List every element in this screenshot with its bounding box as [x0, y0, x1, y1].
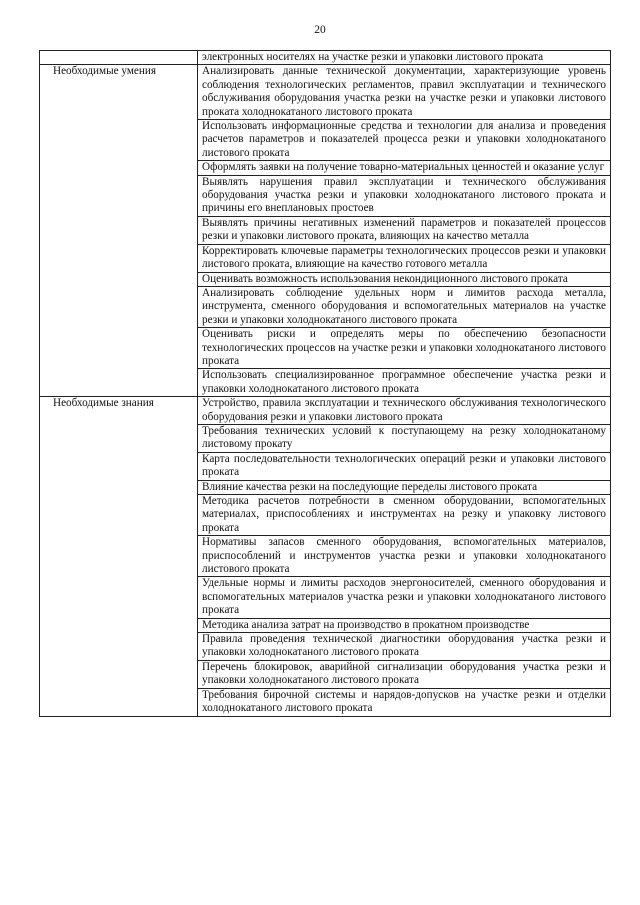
category-label: Необходимые умения: [53, 65, 156, 78]
description-cell: [198, 495, 611, 536]
description-text: Использовать информационные средства и технологии для анализа и проведения расчетов параметров и показателей процесса резки и упаковки холоднокатаного листового проката: [202, 120, 606, 159]
description-text: Требования технических условий к поступающему на резку холоднокатаному листовому прокату: [202, 424, 606, 451]
description-text: Оформлять заявки на получение товарно-материальных ценностей и оказание услуг: [202, 161, 605, 174]
description-cell: [198, 633, 611, 661]
description-text: Корректировать ключевые параметры технологических процессов резки и упаковки листового проката, влияющие на качество готового металла: [202, 244, 606, 271]
description-cell: [198, 120, 611, 161]
description-cell: [198, 328, 611, 369]
description-text: Карта последовательности технологических операций резки и упаковки листового проката: [202, 452, 606, 479]
description-cell: [198, 660, 611, 688]
description-text: Выявлять нарушения правил эксплуатации и технического обслуживания оборудования участка резки и упаковки холоднокатаного листового проката и причины его внеплановых простоев: [202, 175, 606, 215]
description-text: Нормативы запасов сменного оборудования, вспомогательных материалов, приспособлений и инструментов участка резки и упаковки холоднокатаного листового проката: [202, 536, 606, 576]
description-text: Оценивать возможность использования некондиционного листового проката: [202, 272, 568, 285]
description-text: Удельные нормы и лимиты расходов энергоносителей, сменного оборудования и вспомогательных материалов участка резки и упаковки холоднокатаного листового проката: [202, 577, 606, 617]
description-text: Оценивать риски и определять меры по обеспечению безопасности технологических процессов на участке резки и упаковки холоднокатаного листового проката: [202, 328, 607, 367]
description-cell: [198, 536, 611, 577]
description-text: Выявлять причины негативных изменений параметров и показателей процессов резки и упаковки листового проката, влияющих на качество металла: [202, 216, 606, 243]
description-cell: [198, 688, 611, 716]
description-cell: [198, 161, 611, 175]
description-text: Требования бирочной системы и нарядов-допусков на участке резки и отделки холоднокатаного листового проката: [202, 688, 606, 715]
description-cell: [198, 577, 611, 618]
description-cell: [198, 65, 611, 120]
category-cell-skills: [40, 65, 198, 397]
description-cell: [198, 397, 611, 425]
description-text: Использовать специализированное программное обеспечение участка резки и упаковки холоднокатаного листового проката: [202, 369, 606, 395]
description-cell: [198, 424, 611, 452]
page-number: 20: [314, 24, 326, 36]
category-label: Необходимые знания: [53, 397, 154, 410]
description-text: Устройство, правила эксплуатации и технического обслуживания технологического оборудования резки и упаковки листового проката: [202, 397, 606, 423]
category-cell-knowledge: [40, 397, 198, 716]
requirements-table: [39, 50, 611, 717]
description-text: Влияние качества резки на последующие переделы листового проката: [202, 480, 538, 493]
description-text: Перечень блокировок, аварийной сигнализации оборудования участка резки и упаковки холоднокатаного листового проката: [202, 660, 606, 687]
description-text: Методика анализа затрат на производство в прокатном производстве: [202, 618, 530, 631]
category-cell: [40, 51, 198, 65]
description-cell: [198, 452, 611, 480]
description-cell: [198, 369, 611, 397]
table-row: [40, 51, 611, 65]
description-cell: [198, 618, 611, 632]
description-text: Анализировать соблюдение удельных норм и лимитов расхода металла, инструмента, сменного оборудования и вспомогательных материалов на участке резки и упаковки холоднокатаного листового проката: [202, 286, 606, 326]
description-cell: [198, 480, 611, 494]
description-cell: [198, 51, 611, 65]
description-cell: [198, 216, 611, 244]
description-cell: [198, 175, 611, 216]
table-row: [40, 397, 611, 425]
description-cell: [198, 286, 611, 327]
description-cell: [198, 244, 611, 272]
table-row: [40, 65, 611, 120]
description-text: электронных носителях на участке резки и упаковки листового проката: [202, 51, 544, 63]
description-cell: [198, 272, 611, 286]
description-text: Правила проведения технической диагностики оборудования участка резки и упаковки холоднокатаного листового проката: [202, 633, 606, 659]
description-text: Анализировать данные технической документации, характеризующие уровень соблюдения технологических регламентов, правил эксплуатации и технического обслуживания оборудования участка резки на участке резки и упаковки листового проката холоднокатаного листового проката: [202, 65, 606, 118]
description-text: Методика расчетов потребности в сменном оборудовании, вспомогательных материалах, приспособлениях и инструментах на резку и упаковку листового проката: [202, 495, 606, 534]
